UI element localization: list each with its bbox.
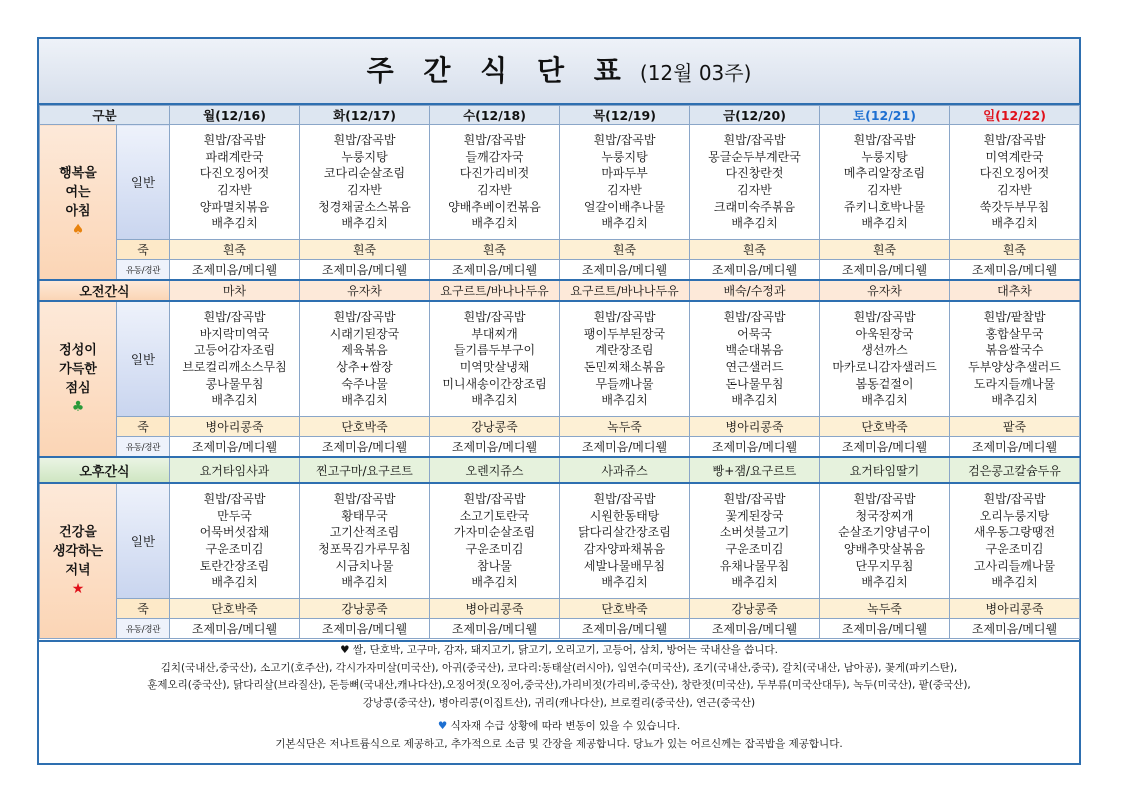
menu-cell bbox=[300, 483, 430, 599]
header-day: 토(12/21) bbox=[820, 106, 950, 125]
menu-item: 흰밥/잡곡밥 bbox=[203, 309, 266, 324]
menu-cell bbox=[820, 125, 950, 240]
menu-item: 흰밥/잡곡밥 bbox=[203, 132, 266, 147]
menu-item: 고사리들깨나물 bbox=[973, 558, 1056, 573]
page-title: 주 간 식 단 표 bbox=[366, 54, 631, 87]
menu-item: 청국장찌개 bbox=[855, 508, 914, 523]
menu-item: 얼갈이배추나물 bbox=[583, 199, 666, 214]
row-label-juk: 죽 bbox=[117, 599, 170, 619]
juk-cell: 팥죽 bbox=[950, 417, 1080, 437]
menu-item: 누룽지탕 bbox=[341, 149, 388, 164]
juk-cell: 흰죽 bbox=[950, 240, 1080, 260]
afternoon-snack-cell: 찐고구마/요구르트 bbox=[300, 457, 430, 483]
morning-snack-cell: 배숙/수정과 bbox=[690, 280, 820, 301]
menu-item: 다진오징어젓 bbox=[979, 166, 1050, 181]
menu-item: 어묵버섯잡채 bbox=[199, 525, 270, 540]
menu-cell bbox=[430, 301, 560, 417]
juk-cell: 단호박죽 bbox=[170, 599, 300, 619]
menu-item: 흰밥/잡곡밥 bbox=[853, 132, 916, 147]
page-subtitle: (12월 03주) bbox=[639, 61, 752, 85]
afternoon-snack-cell: 빵+잼/요구르트 bbox=[690, 457, 820, 483]
row-label-juk: 죽 bbox=[117, 240, 170, 260]
ydg-cell: 조제미음/메디웰 bbox=[170, 260, 300, 281]
menu-item: 흰밥/잡곡밥 bbox=[333, 491, 396, 506]
weekly-menu-sheet bbox=[37, 37, 1081, 765]
notice-line-1: ♥ 식자재 수급 상황에 따라 변동이 있을 수 있습니다. bbox=[437, 720, 681, 733]
juk-cell: 병아리콩죽 bbox=[950, 599, 1080, 619]
row-label-juk: 죽 bbox=[117, 417, 170, 437]
header-day: 수(12/18) bbox=[430, 106, 560, 125]
menu-item: 미역맛살냉채 bbox=[459, 360, 530, 374]
menu-item: 두부양상추샐러드 bbox=[968, 360, 1061, 374]
menu-item: 오리누룽지탕 bbox=[979, 508, 1050, 523]
menu-item: 배추김치 bbox=[731, 575, 778, 590]
ydg-cell: 조제미음/메디웰 bbox=[430, 260, 560, 281]
ydg-cell: 조제미음/메디웰 bbox=[170, 437, 300, 458]
menu-item: 배추김치 bbox=[731, 393, 778, 408]
menu-item: 상추+쌈장 bbox=[336, 360, 393, 374]
menu-item: 단무지무침 bbox=[855, 558, 914, 573]
menu-item: 브로컬리깨소스무침 bbox=[182, 360, 287, 374]
juk-cell: 흰죽 bbox=[170, 240, 300, 260]
menu-item: 새우동그랑땡전 bbox=[973, 525, 1056, 540]
menu-item: 배추김치 bbox=[341, 575, 388, 590]
morning-snack-cell: 요구르트/바나나두유 bbox=[560, 280, 690, 301]
menu-item: 콩나물무침 bbox=[205, 376, 264, 391]
menu-item: 들깨감자국 bbox=[465, 149, 524, 164]
juk-cell: 흰죽 bbox=[430, 240, 560, 260]
header-category: 구분 bbox=[40, 106, 170, 125]
menu-cell bbox=[560, 483, 690, 599]
menu-cell bbox=[170, 301, 300, 417]
menu-cell bbox=[690, 483, 820, 599]
menu-item: 배추김치 bbox=[601, 393, 648, 408]
title-bar bbox=[39, 39, 1079, 105]
menu-item: 토란간장조림 bbox=[199, 558, 270, 573]
menu-item: 배추김치 bbox=[861, 216, 908, 231]
menu-item: 김자반 bbox=[997, 183, 1032, 197]
menu-item: 청경채굴소스볶음 bbox=[318, 199, 411, 214]
menu-item: 흰밥/잡곡밥 bbox=[983, 132, 1046, 147]
menu-item: 미역계란국 bbox=[985, 149, 1044, 164]
juk-cell: 병아리콩죽 bbox=[690, 417, 820, 437]
menu-item: 배추김치 bbox=[211, 393, 258, 408]
meal-label-breakfast: 행복을 여는 아침 ♠ bbox=[40, 125, 117, 281]
juk-cell: 녹두죽 bbox=[820, 599, 950, 619]
menu-item: 크래미숙주볶음 bbox=[713, 199, 796, 214]
menu-cell bbox=[690, 301, 820, 417]
menu-item: 다진창란젓 bbox=[725, 166, 784, 181]
menu-item: 배추김치 bbox=[991, 216, 1038, 231]
ydg-cell: 조제미음/메디웰 bbox=[300, 260, 430, 281]
menu-cell bbox=[430, 125, 560, 240]
menu-item: 배추김치 bbox=[861, 575, 908, 590]
origin-line-1: ♥ 쌀, 단호박, 고구마, 감자, 돼지고기, 닭고기, 오리고기, 고등어, 삼치, 방어는 국내산을 씁니다. bbox=[340, 644, 778, 656]
menu-item: 봄동겉절이 bbox=[855, 376, 914, 391]
ydg-cell: 조제미음/메디웰 bbox=[820, 260, 950, 281]
juk-cell: 강낭콩죽 bbox=[690, 599, 820, 619]
menu-item: 배추김치 bbox=[471, 575, 518, 590]
menu-item: 청포묵김가루무침 bbox=[318, 542, 411, 556]
afternoon-snack-cell: 검은콩고칼슘두유 bbox=[950, 457, 1080, 483]
menu-item: 배추김치 bbox=[731, 216, 778, 231]
notes-section bbox=[39, 640, 1079, 767]
menu-item: 배추김치 bbox=[341, 393, 388, 408]
menu-item: 흰밥/잡곡밥 bbox=[853, 309, 916, 324]
menu-item: 김자반 bbox=[737, 183, 772, 197]
menu-item: 시원한동태탕 bbox=[589, 508, 660, 523]
juk-cell: 단호박죽 bbox=[820, 417, 950, 437]
header-day: 화(12/17) bbox=[300, 106, 430, 125]
heart-icon: ♥ bbox=[437, 720, 448, 733]
menu-cell bbox=[950, 301, 1080, 417]
menu-cell bbox=[950, 125, 1080, 240]
menu-item: 배추김치 bbox=[991, 575, 1038, 590]
menu-item: 생선까스 bbox=[861, 343, 908, 358]
morning-snack-cell: 요구르트/바나나두유 bbox=[430, 280, 560, 301]
menu-item: 연근샐러드 bbox=[725, 360, 784, 374]
ydg-cell: 조제미음/메디웰 bbox=[950, 619, 1080, 639]
menu-item: 누룽지탕 bbox=[601, 149, 648, 164]
ydg-cell: 조제미음/메디웰 bbox=[690, 260, 820, 281]
menu-item: 마파두부 bbox=[601, 166, 648, 181]
menu-item: 흰밥/잡곡밥 bbox=[853, 491, 916, 506]
menu-item: 양배추베이컨볶음 bbox=[448, 199, 541, 214]
row-label-ydg: 유동/경관 bbox=[117, 260, 170, 281]
juk-cell: 병아리콩죽 bbox=[430, 599, 560, 619]
menu-item: 흰밥/잡곡밥 bbox=[723, 491, 786, 506]
menu-item: 코다리순살조림 bbox=[323, 166, 406, 181]
meal-label-dinner: 건강을 생각하는 저녁 ★ bbox=[40, 483, 117, 639]
menu-item: 돈나물무침 bbox=[725, 376, 784, 391]
menu-item: 쥬키니호박나물 bbox=[843, 199, 926, 214]
menu-item: 마카로니감자샐러드 bbox=[832, 360, 937, 374]
menu-item: 흰밥/팥찰밥 bbox=[983, 309, 1046, 324]
menu-item: 다진가리비젓 bbox=[459, 166, 530, 181]
menu-item: 양배추맛살볶음 bbox=[843, 542, 926, 556]
juk-cell: 흰죽 bbox=[560, 240, 690, 260]
menu-item: 흰밥/잡곡밥 bbox=[333, 132, 396, 147]
menu-cell bbox=[820, 483, 950, 599]
menu-item: 순살조기양념구이 bbox=[838, 525, 931, 540]
juk-cell: 병아리콩죽 bbox=[170, 417, 300, 437]
menu-table bbox=[39, 105, 1080, 639]
menu-cell bbox=[560, 125, 690, 240]
ydg-cell: 조제미음/메디웰 bbox=[690, 437, 820, 458]
juk-cell: 단호박죽 bbox=[300, 417, 430, 437]
morning-snack-cell: 유자차 bbox=[820, 280, 950, 301]
ydg-cell: 조제미음/메디웰 bbox=[950, 260, 1080, 281]
menu-item: 시금치나물 bbox=[335, 558, 394, 573]
menu-item: 들기름두부구이 bbox=[453, 343, 536, 358]
menu-item: 흰밥/잡곡밥 bbox=[593, 132, 656, 147]
red-suit-icon: ★ bbox=[71, 581, 85, 597]
origin-line-4: 강낭콩(중국산), 병아리콩(이집트산), 귀리(캐나다산), 브로컬리(중국산), 연근(중국산) bbox=[362, 696, 756, 709]
menu-item: 꽃게된장국 bbox=[725, 508, 784, 523]
menu-cell bbox=[690, 125, 820, 240]
menu-item: 배추김치 bbox=[861, 393, 908, 408]
morning-snack-label: 오전간식 bbox=[40, 280, 170, 301]
morning-snack-cell: 유자차 bbox=[300, 280, 430, 301]
menu-item: 닭다리살간장조림 bbox=[578, 525, 671, 540]
menu-item: 흰밥/잡곡밥 bbox=[723, 309, 786, 324]
afternoon-snack-cell: 요거타임사과 bbox=[170, 457, 300, 483]
menu-item: 배추김치 bbox=[211, 216, 258, 231]
menu-item: 어묵국 bbox=[737, 326, 772, 341]
menu-item: 고등어감자조림 bbox=[193, 343, 276, 358]
menu-item: 돈민찌채소볶음 bbox=[583, 360, 666, 374]
afternoon-snack-cell: 사과쥬스 bbox=[560, 457, 690, 483]
menu-item: 세발나물배무침 bbox=[583, 558, 666, 573]
menu-cell bbox=[300, 301, 430, 417]
ydg-cell: 조제미음/메디웰 bbox=[820, 437, 950, 458]
ydg-cell: 조제미음/메디웰 bbox=[560, 260, 690, 281]
menu-item: 흰밥/잡곡밥 bbox=[463, 491, 526, 506]
meal-label-lunch: 정성이 가득한 점심 ♣ bbox=[40, 301, 117, 457]
menu-item: 황태무국 bbox=[341, 508, 388, 523]
row-label-ilban: 일반 bbox=[117, 483, 170, 599]
menu-item: 누룽지탕 bbox=[861, 149, 908, 164]
menu-item: 흰밥/잡곡밥 bbox=[463, 132, 526, 147]
juk-cell: 녹두죽 bbox=[560, 417, 690, 437]
menu-item: 파래계란국 bbox=[205, 149, 264, 164]
menu-item: 팽이두부된장국 bbox=[583, 326, 666, 341]
menu-item: 양파멸치볶음 bbox=[199, 199, 270, 214]
menu-item: 배추김치 bbox=[471, 216, 518, 231]
menu-item: 볶음쌀국수 bbox=[985, 343, 1044, 358]
menu-item: 참나물 bbox=[477, 558, 512, 573]
menu-item: 제육볶음 bbox=[341, 343, 388, 358]
juk-cell: 흰죽 bbox=[820, 240, 950, 260]
menu-item: 배추김치 bbox=[471, 393, 518, 408]
green-suit-icon: ♣ bbox=[71, 399, 85, 415]
menu-cell bbox=[820, 301, 950, 417]
ydg-cell: 조제미음/메디웰 bbox=[300, 619, 430, 639]
menu-item: 소버섯불고기 bbox=[719, 525, 790, 540]
menu-item: 구운조미김 bbox=[985, 542, 1044, 556]
row-label-ydg: 유동/경관 bbox=[117, 437, 170, 458]
menu-cell bbox=[170, 125, 300, 240]
ydg-cell: 조제미음/메디웰 bbox=[950, 437, 1080, 458]
menu-item: 배추김치 bbox=[601, 575, 648, 590]
juk-cell: 흰죽 bbox=[690, 240, 820, 260]
menu-cell bbox=[560, 301, 690, 417]
menu-item: 흰밥/잡곡밥 bbox=[463, 309, 526, 324]
menu-item: 배추김치 bbox=[341, 216, 388, 231]
menu-item: 미니새송이간장조림 bbox=[442, 376, 547, 391]
menu-item: 배추김치 bbox=[601, 216, 648, 231]
ydg-cell: 조제미음/메디웰 bbox=[560, 619, 690, 639]
menu-item: 시래기된장국 bbox=[329, 326, 400, 341]
afternoon-snack-cell: 요거타임딸기 bbox=[820, 457, 950, 483]
menu-item: 가자미순살조림 bbox=[453, 525, 536, 540]
ydg-cell: 조제미음/메디웰 bbox=[300, 437, 430, 458]
menu-item: 김자반 bbox=[347, 183, 382, 197]
orange-suit-icon: ♠ bbox=[71, 222, 85, 238]
menu-item: 흰밥/잡곡밥 bbox=[593, 309, 656, 324]
menu-item: 메추리알장조림 bbox=[843, 166, 926, 181]
menu-item: 흰밥/잡곡밥 bbox=[983, 491, 1046, 506]
row-label-ilban: 일반 bbox=[117, 125, 170, 240]
juk-cell: 강낭콩죽 bbox=[430, 417, 560, 437]
juk-cell: 강낭콩죽 bbox=[300, 599, 430, 619]
menu-item: 김자반 bbox=[217, 183, 252, 197]
ydg-cell: 조제미음/메디웰 bbox=[560, 437, 690, 458]
menu-item: 유채나물무침 bbox=[719, 558, 790, 573]
row-label-ilban: 일반 bbox=[117, 301, 170, 417]
menu-item: 계란장조림 bbox=[595, 343, 654, 358]
ydg-cell: 조제미음/메디웰 bbox=[430, 619, 560, 639]
menu-item: 배추김치 bbox=[211, 575, 258, 590]
menu-item: 흰밥/잡곡밥 bbox=[723, 132, 786, 147]
morning-snack-cell: 마차 bbox=[170, 280, 300, 301]
menu-item: 김자반 bbox=[607, 183, 642, 197]
ydg-cell: 조제미음/메디웰 bbox=[820, 619, 950, 639]
header-day: 월(12/16) bbox=[170, 106, 300, 125]
heart-icon: ♥ bbox=[340, 644, 350, 656]
menu-item: 아욱된장국 bbox=[855, 326, 914, 341]
menu-item: 부대찌개 bbox=[471, 326, 518, 341]
row-label-ydg: 유동/경관 bbox=[117, 619, 170, 639]
menu-item: 김자반 bbox=[867, 183, 902, 197]
menu-item: 백순대볶음 bbox=[725, 343, 784, 358]
menu-item: 도라지들깨나물 bbox=[973, 376, 1056, 391]
ydg-cell: 조제미음/메디웰 bbox=[170, 619, 300, 639]
menu-item: 흰밥/잡곡밥 bbox=[333, 309, 396, 324]
menu-item: 소고기토란국 bbox=[459, 508, 530, 523]
menu-cell bbox=[300, 125, 430, 240]
menu-item: 고기산적조림 bbox=[329, 525, 400, 540]
origin-line-3: 훈제오리(중국산), 닭다리살(브라질산), 돈등뼈(국내산,캐나다산),오징어젓(오징어,중국산),가리비젓(가리비,중국산), 창란젓(미국산), 두부류(미국산대두), 녹두(미국산), 팥(중국산), bbox=[147, 679, 971, 692]
menu-item: 홍합살무국 bbox=[985, 326, 1044, 341]
menu-cell bbox=[170, 483, 300, 599]
afternoon-snack-label: 오후간식 bbox=[40, 457, 170, 483]
menu-item: 바지락미역국 bbox=[199, 326, 270, 341]
menu-cell bbox=[950, 483, 1080, 599]
menu-item: 무들깨나물 bbox=[595, 376, 654, 391]
menu-item: 배추김치 bbox=[991, 393, 1038, 408]
menu-cell bbox=[430, 483, 560, 599]
menu-item: 숙주나물 bbox=[341, 376, 388, 391]
origin-line-2: 김치(국내산,중국산), 소고기(호주산), 각시가자미살(미국산), 아귀(중국산), 코다리:동태살(러시아), 임연수(미국산), 조기(국내산,중국), 갈치(국내산, 남아공), 꽃게(파키스탄), bbox=[160, 661, 958, 674]
ydg-cell: 조제미음/메디웰 bbox=[430, 437, 560, 458]
menu-item: 김자반 bbox=[477, 183, 512, 197]
juk-cell: 흰죽 bbox=[300, 240, 430, 260]
juk-cell: 단호박죽 bbox=[560, 599, 690, 619]
menu-item: 감자양파채볶음 bbox=[583, 542, 666, 556]
menu-item: 쑥갓두부무침 bbox=[979, 199, 1050, 214]
header-day: 일(12/22) bbox=[950, 106, 1080, 125]
morning-snack-cell: 대추차 bbox=[950, 280, 1080, 301]
notice-line-2: 기본식단은 저나트륨식으로 제공하고, 추가적으로 소금 및 간장을 제공합니다. 당뇨가 있는 어르신께는 잡곡밥을 제공합니다. bbox=[275, 737, 843, 750]
header-day: 금(12/20) bbox=[690, 106, 820, 125]
menu-item: 몽글순두부계란국 bbox=[708, 149, 801, 164]
menu-item: 다진오징어젓 bbox=[199, 166, 270, 181]
menu-item: 구운조미김 bbox=[725, 542, 784, 556]
menu-item: 흰밥/잡곡밥 bbox=[203, 491, 266, 506]
menu-item: 구운조미김 bbox=[465, 542, 524, 556]
ydg-cell: 조제미음/메디웰 bbox=[690, 619, 820, 639]
menu-item: 만두국 bbox=[217, 508, 252, 523]
menu-item: 구운조미김 bbox=[205, 542, 264, 556]
menu-item: 흰밥/잡곡밥 bbox=[593, 491, 656, 506]
afternoon-snack-cell: 오렌지쥬스 bbox=[430, 457, 560, 483]
header-day: 목(12/19) bbox=[560, 106, 690, 125]
